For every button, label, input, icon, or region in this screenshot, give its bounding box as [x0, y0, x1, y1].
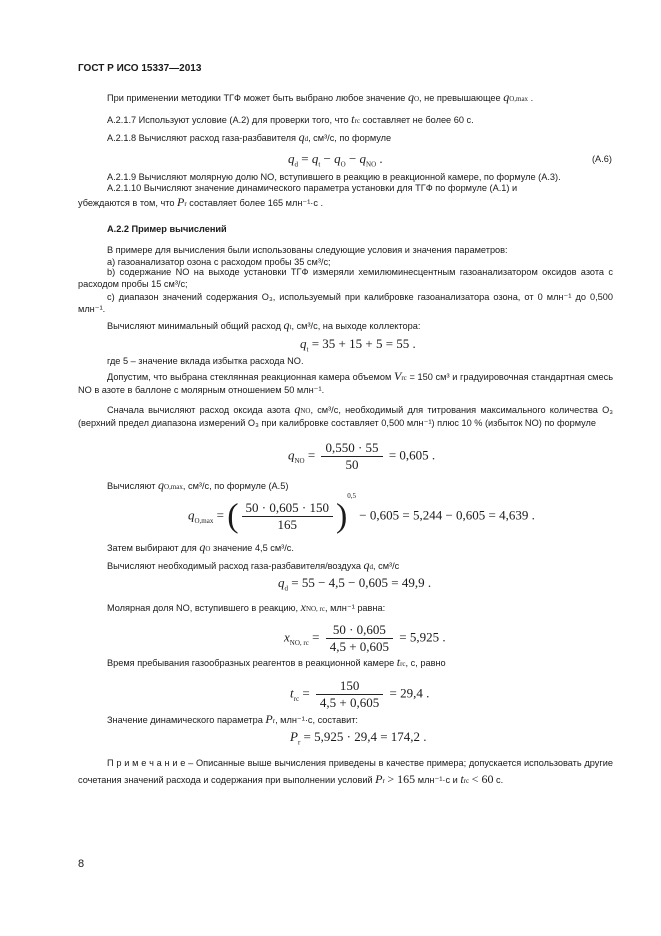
paragraph-a217: А.2.1.7 Используют условие (А.2) для проверки того, что trc составляет не более 60 с. [107, 112, 474, 126]
paragraph-a219: А.2.1.9 Вычисляют молярную долю NO, вступившего в реакцию в реакционной камере, по формуле (А.3). [107, 172, 561, 182]
symbol-trc-2: trc [396, 655, 406, 669]
page-number: 8 [78, 858, 85, 870]
paragraph-a218: А.2.1.8 Вычисляют расход газа-разбавителя qd, см³/с, по формуле [107, 130, 392, 144]
paragraph-qt: Вычисляют минимальный общий расход qt, см³/с, на выходе коллектора: [107, 318, 421, 332]
paragraph-intro: В примере для вычисления были использованы следующие условия и значения параметров: [107, 245, 508, 255]
equation-qd: $q_d = 55 - 4,5 - 0,605 = 49,9$ . [278, 575, 432, 593]
condition-b: b) содержание NO на выходе установки ТГФ измеряли хемилюминесцентным газоанализатором оксидов азота с расходом пробы 15 см³/с; [78, 267, 613, 290]
where-note: где 5 – значение вклада избытка расхода NO. [107, 356, 304, 366]
symbol-qo: qO [407, 90, 420, 104]
symbol-qd: qd [298, 130, 309, 144]
note: П р и м е ч а н и е – Описанные выше вычисления приведены в качестве примера; допускается использовать другие сочетания значений расхода и содержания при выполнении условий Pr > 165 млн⁻¹·с и trc < 60 с. [78, 758, 613, 786]
symbol-qo-2: qO [199, 540, 211, 554]
paragraph-qomax: Вычисляют qO,max, см³/с, по формуле (А.5) [107, 478, 289, 492]
equation-trc: $t_{rc}$ = $\frac{150}{4,5 + 0,605}$ = 29,4 . [290, 678, 430, 710]
equation-a6: $q_d = q_t - q_O - q_{NO}$ . [288, 151, 383, 169]
symbol-trc-3: trc [460, 772, 470, 786]
paragraph-first: Сначала вычисляют расход оксида азота qNO, см³/с, необходимый для титрования максимального количества O₃ (верхний предел диапазона измерений O₃ при калибровке составляет 0,500 млн⁻¹) плюс 10 % (избыток NO) по формуле [78, 402, 613, 429]
paragraph-choose: Затем выбирают для qO значение 4,5 см³/с. [107, 540, 294, 554]
symbol-qno: qNO [294, 402, 311, 416]
symbol-trc: trc [351, 112, 360, 126]
symbol-vrc: Vrc [393, 369, 407, 383]
paragraph-xno: Молярная доля NO, вступившего в реакцию, xNO, rc, млн⁻¹ равна: [107, 600, 386, 614]
condition-a: а) газоанализатор озона с расходом пробы 35 см³/с; [107, 257, 331, 267]
condition-c: с) диапазон значений содержания O₃, используемый при калибровке газоанализатора озона, от 0 млн⁻¹ до 0,500 млн⁻¹. [78, 292, 613, 315]
equation-a6-label: (А.6) [592, 154, 612, 164]
paragraph-trc: Время пребывания газообразных реагентов в реакционной камере trc, с, равно [107, 655, 446, 669]
paragraph-qd: Вычисляют необходимый расход газа-разбавителя/воздуха qd, см³/с [107, 558, 400, 572]
section-heading: А.2.2 Пример вычислений [107, 224, 227, 234]
equation-qt: $q_t = 35 + 15 + 5 = 55$ . [300, 336, 416, 354]
symbol-qt: qt [283, 318, 292, 332]
symbol-qomax-2: qO,max [158, 478, 183, 492]
equation-pr: $P_r = 5,925 \cdot 29,4 = 174,2$ . [290, 729, 427, 747]
symbol-pr: Pr [177, 195, 187, 209]
paragraph-a2110-cont: убеждаются в том, что Pr составляет более 165 млн⁻¹·с . [78, 195, 324, 209]
symbol-qd-2: qd [363, 558, 374, 572]
equation-qno: $q_{NO}$ = $\frac{0,550 \cdot 55}{50}$ = 0,605 . [288, 440, 436, 472]
paragraph-pr: Значение динамического параметра Pr, млн⁻¹·с, составит: [107, 712, 358, 726]
equation-xno: $x_{NO, rc}$ = $\frac{50 \cdot 0,605}{4,5 + 0,605}$ = 5,925 . [284, 622, 446, 654]
symbol-xno: xNO, rc [300, 600, 325, 614]
paragraph-a2110: А.2.1.10 Вычисляют значение динамического параметра установки для ТГФ по формуле (А.1) и [107, 183, 518, 193]
paragraph-qo: При применении методики ТГФ может быть выбрано любое значение qO, не превышающее qO,max . [107, 90, 534, 104]
document-header: ГОСТ Р ИСО 15337—2013 [78, 63, 202, 74]
equation-qomax: $q_{O,max}$ = ( $\frac{50 \cdot 0,605 \cdot 150}{165}$ )$^{0,5}$ − 0,605 = 5,244 − 0,605 = 4,639 . [188, 492, 535, 535]
symbol-qomax: qO,max [503, 90, 529, 104]
paragraph-assume: Допустим, что выбрана стеклянная реакционная камера объемом Vrc = 150 см³ и градуировочная стандартная смесь NO в азоте в баллоне с молярным отношением 50 млн⁻¹. [78, 369, 613, 396]
symbol-pr-3: Pr [375, 772, 385, 786]
symbol-pr-2: Pr [265, 712, 276, 726]
